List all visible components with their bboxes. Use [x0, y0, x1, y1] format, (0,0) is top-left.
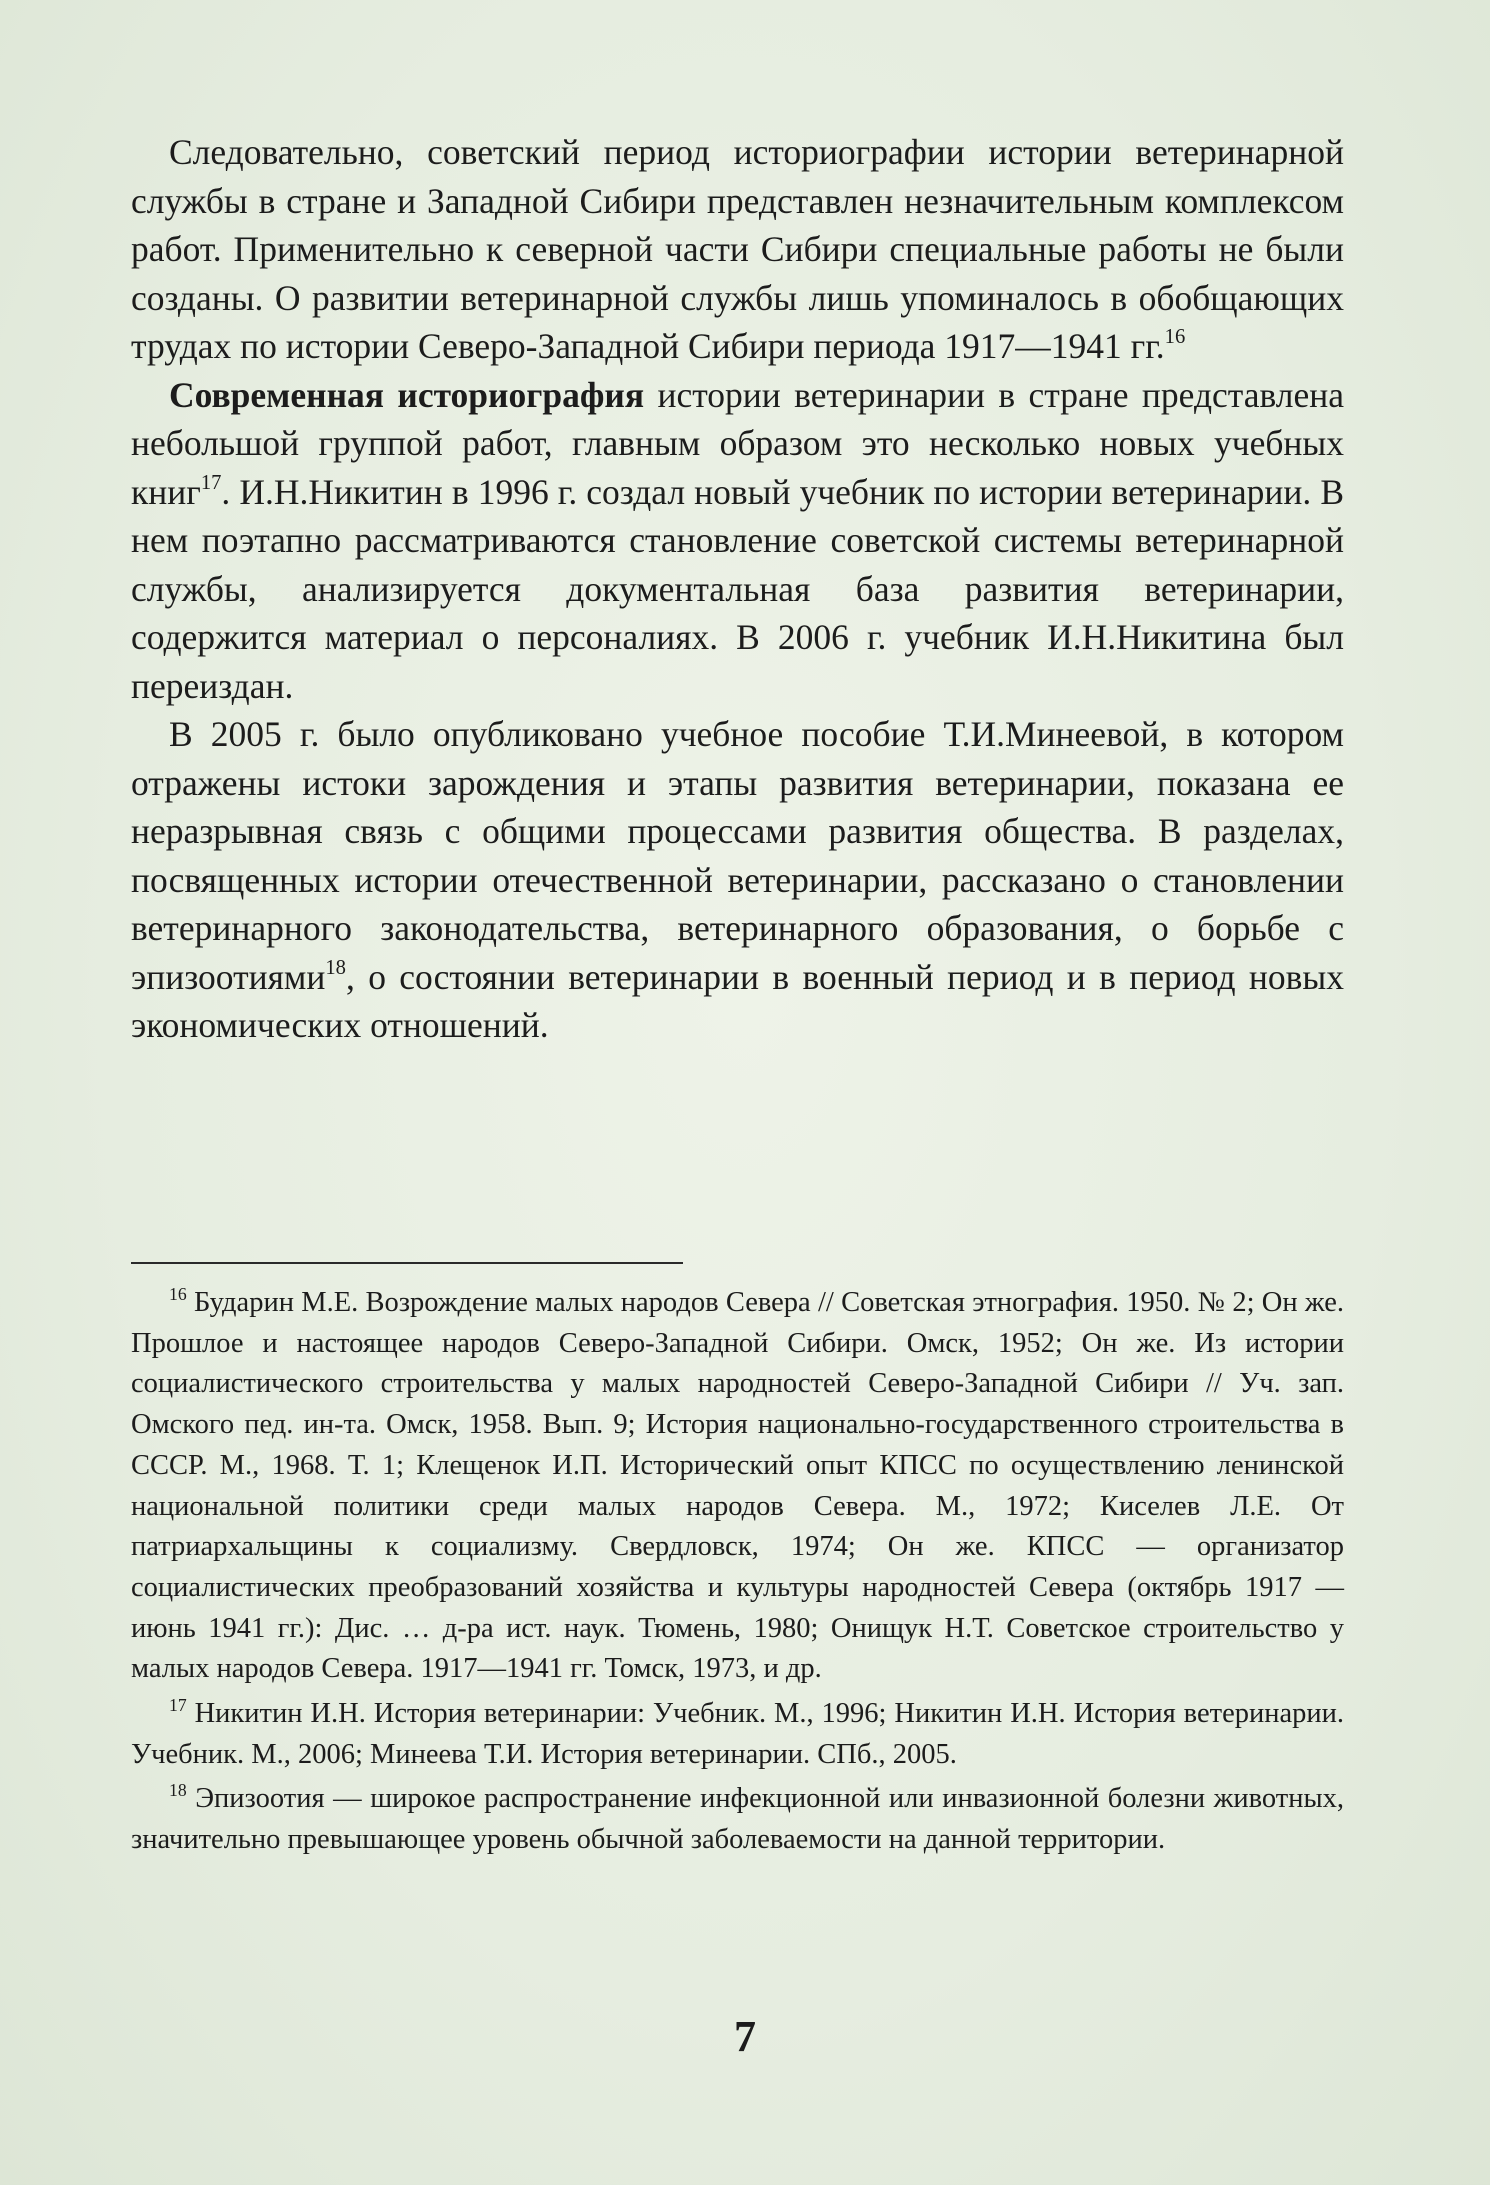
paragraph-1	[131, 128, 1344, 371]
footnote-text: Эпизоотия — широкое распространение инфекционной или инвазионной болезни животных, значительно превышающее уровень обычной заболеваемости на данной территории.	[131, 1783, 1344, 1856]
footnote-ref-17: 17	[200, 471, 222, 494]
paragraph-2-text-continued: . И.Н.Никитин в 1996 г. создал новый учебник по истории ветеринарии. В нем поэтапно рассматриваются становление советской системы ветеринарной службы, анализируется документальная база развития ветеринарии, содержится материал о персоналиях. В 2006 г. учебник И.Н.Никитина был переиздан.	[131, 471, 1344, 706]
footnote-16	[131, 1283, 1344, 1690]
footnote-number: 16	[169, 1283, 187, 1304]
paragraph-3	[131, 710, 1344, 1050]
footnote-number: 17	[169, 1694, 187, 1715]
footnote-18	[131, 1779, 1344, 1860]
paragraph-2-text: истории ветеринарии в стране представлена небольшой группой работ, главным образом это несколько новых учебных книг	[131, 374, 1344, 512]
footnote-divider	[131, 1262, 683, 1264]
paragraph-3-text: В 2005 г. было опубликовано учебное пособие Т.И.Минеевой, в котором отражены истоки зарождения и этапы развития ветеринарии, показана ее неразрывная связь с общими процессами развития общества. В разделах, посвященных истории отечественной ветеринарии, рассказано о становлении ветеринарного законодательства, ветеринарного образования, о борьбе с эпизоотиями	[131, 714, 1344, 997]
footnote-ref-16: 16	[1164, 326, 1186, 349]
paragraph-3-text-continued: , о состоянии ветеринарии в военный период и в период новых экономических отношений.	[131, 956, 1344, 1045]
footnote-ref-18: 18	[325, 956, 346, 979]
footnote-text: Бударин М.Е. Возрождение малых народов Севера // Советская этнография. 1950. № 2; Он же. Прошлое и настоящее народов Северо-Западной Сибири. Омск, 1952; Он же. Из истории социалистического строительства у малых народностей Северо-Западной Сибири // Уч. зап. Омского пед. ин-та. Омск, 1958. Вып. 9; История национально-государственного строительства в СССР. М., 1968. Т. 1; Клещенок И.П. Исторический опыт КПСС по осуществлению ленинской национальной политики среди малых народов Севера. М., 1972; Киселев Л.Е. От патриархальщины к социализму. Свердловск, 1974; Он же. КПСС — организатор социалистических преобразований хозяйства и культуры народностей Севера (октябрь 1917 — июнь 1941 гг.): Дис. … д-ра ист. наук. Тюмень, 1980; Онищук Н.Т. Советское строительство у малых народов Севера. 1917—1941 гг. Томск, 1973, и др.	[131, 1287, 1344, 1685]
page-number: 7	[734, 2012, 756, 2061]
paragraph-2	[131, 371, 1344, 711]
main-text	[131, 128, 1344, 1050]
paragraph-1-text: Следовательно, советский период историографии истории ветеринарной службы в стране и Западной Сибири представлен незначительным комплексом работ. Применительно к северной части Сибири специальные работы не были созданы. О развитии ветеринарной службы лишь упоминалось в обобщающих трудах по истории Северо-Западной Сибири периода 1917—1941 гг.	[131, 132, 1344, 366]
footnote-text: Никитин И.Н. История ветеринарии: Учебник. М., 1996; Никитин И.Н. История ветеринарии. Учебник. М., 2006; Минеева Т.И. История ветеринарии. СПб., 2005.	[131, 1698, 1344, 1770]
footnote-number: 18	[169, 1779, 187, 1800]
bold-lead: Современная историография	[169, 374, 645, 415]
footnote-17	[131, 1694, 1344, 1775]
footnotes	[131, 1283, 1344, 1861]
